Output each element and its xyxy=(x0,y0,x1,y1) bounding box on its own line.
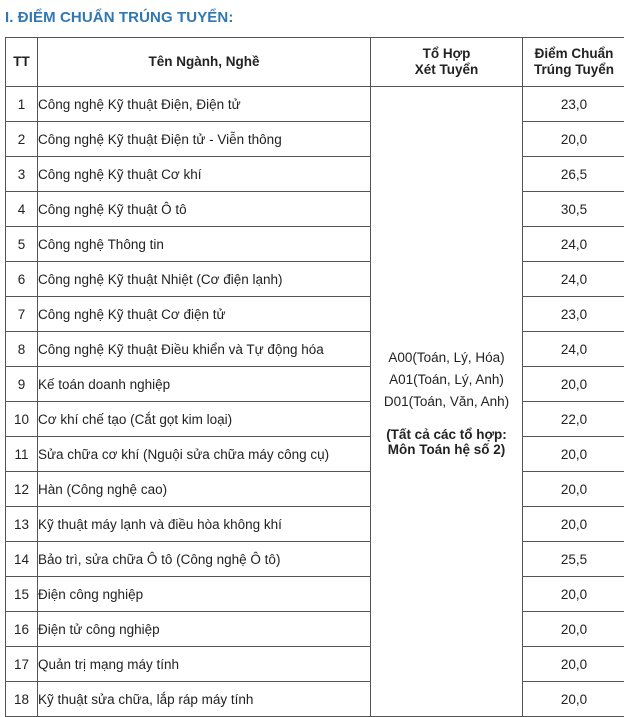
header-combo-line1: Tổ Hợp xyxy=(371,46,522,62)
combination-note-line1: (Tất cả các tổ hợp: xyxy=(371,427,522,442)
benchmark-score: 23,0 xyxy=(523,87,624,122)
major-name: Bảo trì, sửa chữa Ô tô (Công nghệ Ô tô) xyxy=(38,542,371,577)
benchmark-score: 20,0 xyxy=(523,507,624,542)
header-combo-line2: Xét Tuyển xyxy=(371,62,522,78)
benchmark-score: 25,5 xyxy=(523,542,624,577)
benchmark-score: 20,0 xyxy=(523,472,624,507)
major-name: Điện công nghiệp xyxy=(38,577,371,612)
combination-note xyxy=(371,427,522,457)
benchmark-score: 20,0 xyxy=(523,437,624,472)
table-row xyxy=(6,577,624,612)
benchmark-score: 20,0 xyxy=(523,577,624,612)
row-number: 5 xyxy=(6,227,38,262)
major-name: Kỹ thuật sửa chữa, lắp ráp máy tính xyxy=(38,682,371,717)
major-name: Hàn (Công nghệ cao) xyxy=(38,472,371,507)
major-name: Công nghệ Kỹ thuật Cơ khí xyxy=(38,157,371,192)
benchmark-score: 24,0 xyxy=(523,227,624,262)
subject-combination-line: A01(Toán, Lý, Anh) xyxy=(371,369,522,391)
table-row xyxy=(6,227,624,262)
row-number: 13 xyxy=(6,507,38,542)
table-row xyxy=(6,612,624,647)
table-row xyxy=(6,122,624,157)
major-name: Công nghệ Kỹ thuật Điện, Điện tử xyxy=(38,87,371,122)
major-name: Quản trị mạng máy tính xyxy=(38,647,371,682)
header-tt: TT xyxy=(6,38,38,87)
table-row xyxy=(6,297,624,332)
row-number: 14 xyxy=(6,542,38,577)
row-number: 4 xyxy=(6,192,38,227)
combination-note-line2: Môn Toán hệ số 2) xyxy=(371,442,522,457)
header-subject-combination xyxy=(371,38,523,87)
major-name: Sửa chữa cơ khí (Nguội sửa chữa máy công cụ) xyxy=(38,437,371,472)
benchmark-score: 20,0 xyxy=(523,612,624,647)
table-row xyxy=(6,402,624,437)
table-row xyxy=(6,437,624,472)
table-row xyxy=(6,542,624,577)
row-number: 10 xyxy=(6,402,38,437)
row-number: 7 xyxy=(6,297,38,332)
major-name: Cơ khí chế tạo (Cắt gọt kim loại) xyxy=(38,402,371,437)
benchmark-score: 20,0 xyxy=(523,647,624,682)
row-number: 6 xyxy=(6,262,38,297)
table-header-row xyxy=(6,38,624,87)
admission-scores-table xyxy=(5,37,624,717)
row-number: 8 xyxy=(6,332,38,367)
major-name: Công nghệ Kỹ thuật Điện tử - Viễn thông xyxy=(38,122,371,157)
header-score-line2: Trúng Tuyển xyxy=(523,62,624,78)
subject-combination-line: D01(Toán, Văn, Anh) xyxy=(371,391,522,413)
benchmark-score: 23,0 xyxy=(523,297,624,332)
table-row xyxy=(6,367,624,402)
subject-combination-cell xyxy=(371,87,523,717)
benchmark-score: 20,0 xyxy=(523,367,624,402)
table-row xyxy=(6,87,624,122)
row-number: 17 xyxy=(6,647,38,682)
benchmark-score: 20,0 xyxy=(523,122,624,157)
major-name: Kế toán doanh nghiệp xyxy=(38,367,371,402)
major-name: Công nghệ Kỹ thuật Nhiệt (Cơ điện lạnh) xyxy=(38,262,371,297)
row-number: 9 xyxy=(6,367,38,402)
row-number: 2 xyxy=(6,122,38,157)
row-number: 12 xyxy=(6,472,38,507)
major-name: Công nghệ Kỹ thuật Điều khiển và Tự động hóa xyxy=(38,332,371,367)
row-number: 18 xyxy=(6,682,38,717)
header-score-line1: Điểm Chuẩn xyxy=(523,46,624,62)
row-number: 11 xyxy=(6,437,38,472)
benchmark-score: 24,0 xyxy=(523,332,624,367)
row-number: 1 xyxy=(6,87,38,122)
benchmark-score: 26,5 xyxy=(523,157,624,192)
subject-combination-line: A00(Toán, Lý, Hóa) xyxy=(371,347,522,369)
table-row xyxy=(6,332,624,367)
row-number: 15 xyxy=(6,577,38,612)
row-number: 3 xyxy=(6,157,38,192)
table-row xyxy=(6,157,624,192)
table-row xyxy=(6,192,624,227)
major-name: Công nghệ Kỹ thuật Cơ điện tử xyxy=(38,297,371,332)
header-major-name: Tên Ngành, Nghề xyxy=(38,38,371,87)
table-row xyxy=(6,682,624,717)
major-name: Kỹ thuật máy lạnh và điều hòa không khí xyxy=(38,507,371,542)
table-row xyxy=(6,472,624,507)
benchmark-score: 24,0 xyxy=(523,262,624,297)
benchmark-score: 22,0 xyxy=(523,402,624,437)
table-row xyxy=(6,262,624,297)
section-heading: I. ĐIỂM CHUẨN TRÚNG TUYỂN: xyxy=(5,9,233,26)
table-row xyxy=(6,647,624,682)
major-name: Công nghệ Kỹ thuật Ô tô xyxy=(38,192,371,227)
table-row xyxy=(6,507,624,542)
benchmark-score: 20,0 xyxy=(523,682,624,717)
header-benchmark-score xyxy=(523,38,624,87)
row-number: 16 xyxy=(6,612,38,647)
major-name: Điện tử công nghiệp xyxy=(38,612,371,647)
major-name: Công nghệ Thông tin xyxy=(38,227,371,262)
benchmark-score: 30,5 xyxy=(523,192,624,227)
